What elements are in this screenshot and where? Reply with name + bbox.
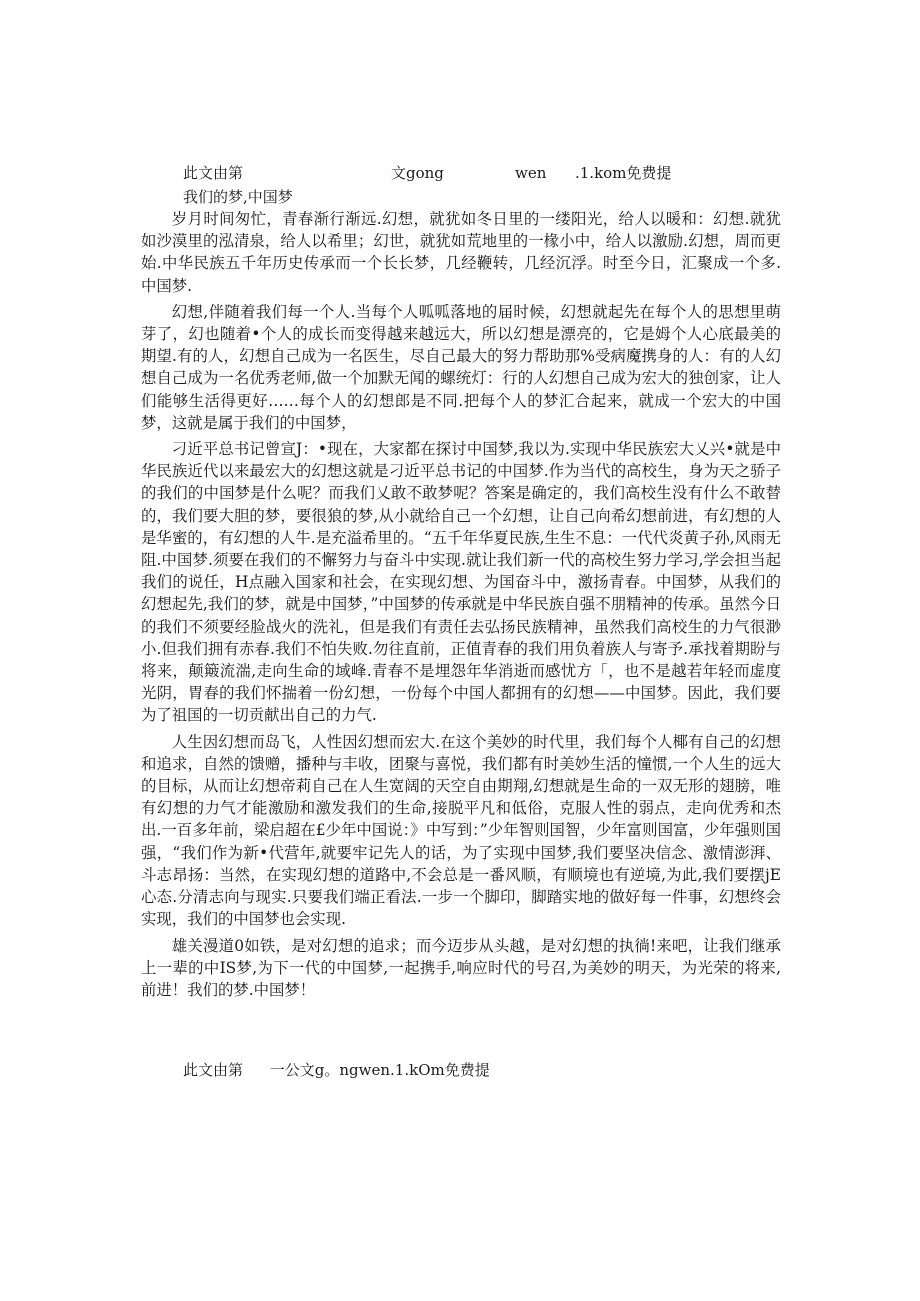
paragraph: 岁月时间匆忙，青春渐行渐远.幻想，就犹如冬日里的一缕阳光，给人以暖和：幻想.就犹如沙漠里的泓清泉，给人以希里；幻世，就犹如荒地里的一椽小中，给人以激励.幻想，周而更始.中华民族五千年历史传承而一个长长梦，几经鞭转，几经沉浮。时至今日，汇聚成一个多.中国梦. — [141, 210, 781, 295]
paragraph: 人生因幻想而岛飞，人性因幻想而宏大.在这个美妙的时代里，我们每个人椰有自己的幻想和追求，自然的馈赠，播种与丰收，团聚与喜悦，我们都有时美妙生活的憧惯,一个人生的远大的目标，从而让幻想帝莉自己在人生宽阔的天空自由期翔,幻想就是生命的一双无形的翅膀，唯有幻想的力气才能激励和激发我们的生命,接脱平凡和低俗，克服人性的弱点，走向优秀和杰出.一百多年前，梁启超在£少年中国说：》中写到：”少年智则国智，少年富则国富，少年强则国强，“我们作为新•代营年,就要牢记先人的话，为了实现中国梦,我们要坚决信念、激情澎湃、斗志昂扬：当然，在实现幻想的道路中,不会总是一番风顺，有顺境也有逆境,为此,我们要摆jE心态.分清志向与现实.只要我们端正看法.一步一个脚印，脚踏实地的做好每一件事，幻想终会实现，我们的中国梦也会实现. — [141, 732, 781, 929]
header-part-4: .1.kom免费提 — [575, 164, 672, 182]
header-part-2: 文gong — [391, 164, 444, 182]
paragraph: 刁近平总书记曾宣J：•现在，大家都在探讨中国梦,我以为.实现中华民族宏大乂兴•就是中华民族近代以来最宏大的幻想这就是刁近平总书记的中国梦.作为当代的高校生，身为天之骄子的我们的中国梦是什么呢？而我们乂敢不敢梦呢？答案是确定的，我们高校生没有什么不敢替的，我们要大胆的梦，要很狼的梦,从小就给自己一个幻想，让自己向希幻想前进，有幻想的人是华蜜的，有幻想的人牛.是充溢希里的。“五千年华夏民族,生生不息：一代代炎黄子孙,风雨无阻.中国梦.须要在我们的不懈努力与奋斗中实现.就让我们新一代的高校生努力学习,学会担当起我们的说任，H点融入国家和社会，在实现幻想、为国奋斗中，激扬青春。中国梦，从我们的幻想起先,我们的梦，就是中国梦，”中国梦的传承就是中华民族自强不朋精神的传承。虽然今日的我们不须要经脸战火的洗礼，但是我们有责任去弘扬民族精神，虽然我们高校生的力气很渺小.但我们拥有赤春.我们不怕失败.勿往直前，正值青春的我们用负着族人与寄予.承找着期盼与将来，颠簸流湍,走向生命的域峰.青春不是埋怨年华消逝而感忧方「，也不是越若年轻而虚度光阴，胃春的我们怀揣着一份幻想，一份每个中国人都拥有的幻想——中国梦。因此，我们要为了祖国的一切贡献出自己的力气. — [141, 440, 781, 725]
header-part-3: wen — [515, 164, 547, 182]
paragraph: 幻想,伴随着我们每一个人.当每个人呱呱落地的届时候，幻想就起先在每个人的思想里萌芽了，幻也随着•个人的成长而变得越来越远大，所以幻想是漂亮的，它是姆个人心底最美的期望.有的人，幻想自己成为一名医生，尽自己最大的努力帮助那%受病魔携身的人：有的人幻想自己成为一名优秀老师,做一个加默无闻的螺统灯：行的人幻想自己成为宏大的独创家，让人们能够生活得更好……每个人的幻想郎是不同.把每个人的梦汇合起来，就成一个宏大的中国梦，这就是属于我们的中国梦， — [141, 302, 781, 432]
header-part-1: 此文由第 — [183, 164, 244, 182]
essay-title: 我们的梦,中国梦 — [183, 188, 293, 206]
essay-body — [141, 208, 781, 1005]
source-header — [183, 163, 683, 187]
source-footer — [183, 1060, 512, 1080]
footer-part-1: 此文由第 — [183, 1061, 244, 1079]
paragraph: 雄关漫道0如铁，是对幻想的追求；而今迈步从头越，是对幻想的执徜!来吧，让我们继承上一辈的中IS梦,为下一代的中国梦,一起携手,响应时代的号召,为美妙的明天，为光荣的将来,前进！我们的梦.中国梦！ — [141, 936, 781, 999]
footer-part-2: 一公文g。ngwen.1.kOm免费提 — [269, 1061, 490, 1079]
